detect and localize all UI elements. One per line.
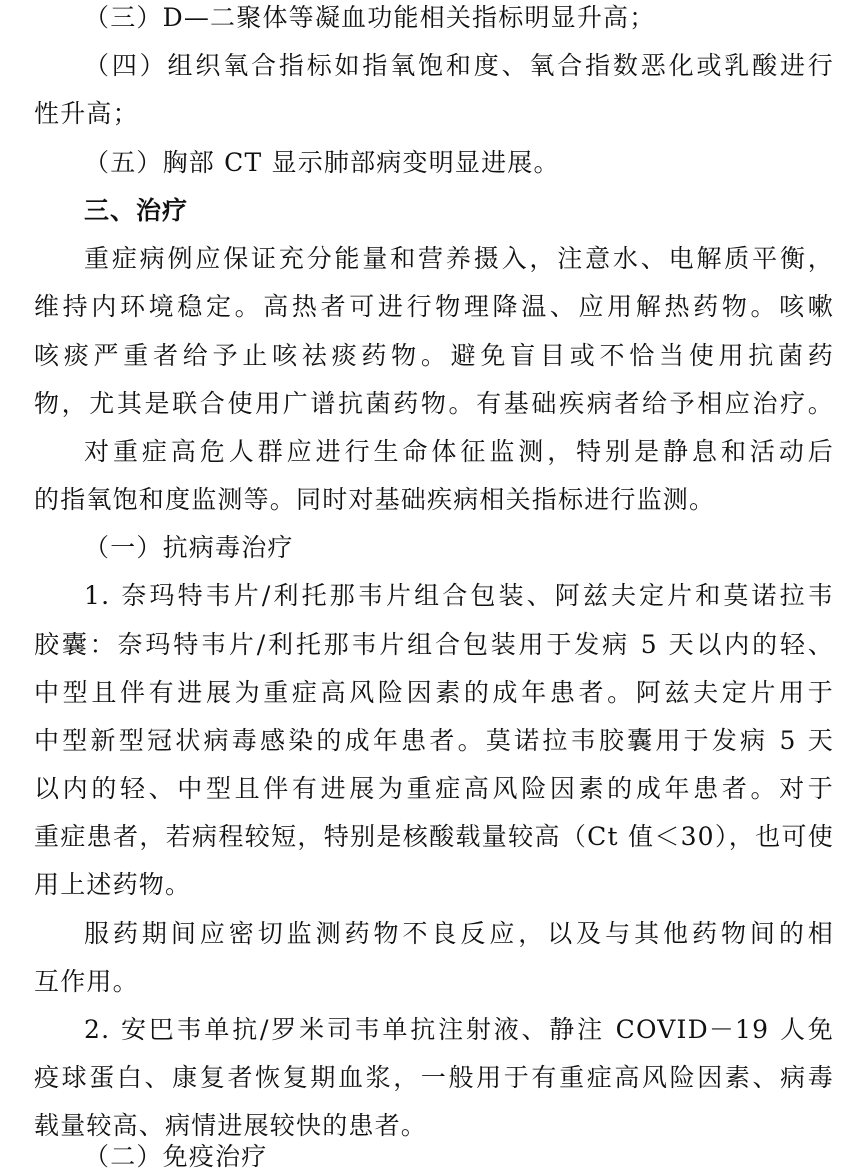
- paragraph-line: 胶囊：奈玛特韦片/利托那韦片组合包装用于发病 5 天以内的轻、: [34, 630, 834, 659]
- paragraph-line: 对重症高危人群应进行生命体征监测，特别是静息和活动后: [84, 437, 834, 466]
- paragraph-line: 以内的轻、中型且伴有进展为重症高风险因素的成年患者。对于: [34, 774, 834, 803]
- paragraph-line: 物，尤其是联合使用广谱抗菌药物。有基础疾病者给予相应治疗。: [34, 389, 834, 418]
- subsection-heading-immunotherapy: （二）免疫治疗: [84, 1142, 268, 1171]
- item-five-chest-ct: （五）胸部 CT 显示肺部病变明显进展。: [84, 148, 560, 177]
- item-four-continued: 性升高；: [34, 99, 139, 128]
- item-three-d-dimer: （三）D—二聚体等凝血功能相关指标明显升高；: [84, 3, 656, 32]
- paragraph-line: 维持内环境稳定。高热者可进行物理降温、应用解热药物。咳嗽: [34, 292, 834, 321]
- subsection-heading-antiviral: （一）抗病毒治疗: [84, 533, 294, 562]
- paragraph-line: 重症病例应保证充分能量和营养摄入，注意水、电解质平衡，: [84, 244, 834, 273]
- section-heading-treatment: 三、治疗: [84, 196, 189, 225]
- item-four-oxygenation: （四）组织氧合指标如指氧饱和度、氧合指数恶化或乳酸进行: [84, 51, 834, 80]
- paragraph-line: 载量较高、病情进展较快的患者。: [34, 1111, 428, 1140]
- paragraph-line: 互作用。: [34, 967, 139, 996]
- paragraph-line: 疫球蛋白、康复者恢复期血浆，一般用于有重症高风险因素、病毒: [34, 1063, 834, 1092]
- paragraph-line: 1. 奈玛特韦片/利托那韦片组合包装、阿兹夫定片和莫诺拉韦: [84, 581, 834, 610]
- paragraph-line: 服药期间应密切监测药物不良反应，以及与其他药物间的相: [84, 919, 834, 948]
- paragraph-line: 的指氧饱和度监测等。同时对基础疾病相关指标进行监测。: [34, 485, 716, 514]
- paragraph-line: 咳痰严重者给予止咳祛痰药物。避免盲目或不恰当使用抗菌药: [34, 341, 834, 370]
- document-page: [34, 0, 834, 1175]
- paragraph-line: 中型且伴有进展为重症高风险因素的成年患者。阿兹夫定片用于: [34, 678, 834, 707]
- paragraph-line: 中型新型冠状病毒感染的成年患者。莫诺拉韦胶囊用于发病 5 天: [34, 726, 834, 755]
- paragraph-line: 用上述药物。: [34, 870, 192, 899]
- paragraph-line: 重症患者，若病程较短，特别是核酸载量较高（Ct 值＜30），也可使: [34, 822, 834, 851]
- paragraph-line: 2. 安巴韦单抗/罗米司韦单抗注射液、静注 COVID－19 人免: [84, 1015, 834, 1044]
